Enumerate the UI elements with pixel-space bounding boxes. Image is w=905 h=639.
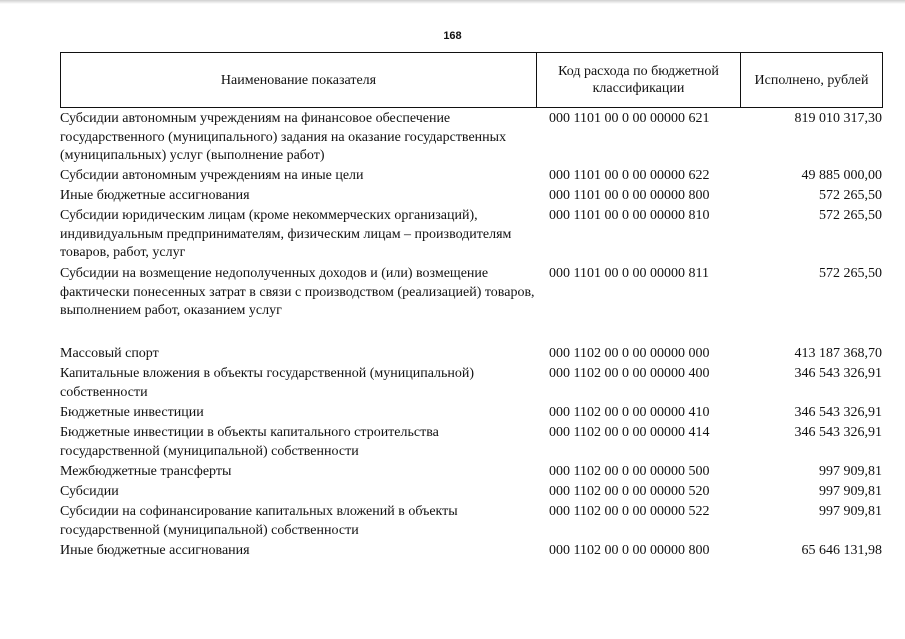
row-name: Субсидии автономным учреждениям на финансовое обеспечение государственного (муниципального) задания на оказание государственных (муниципальных) услуг (выполнение работ) bbox=[60, 111, 507, 163]
row-name: Иные бюджетные ассигнования bbox=[60, 543, 250, 558]
row-code: 000 1102 00 0 00 00000 522 bbox=[549, 504, 710, 519]
row-code: 000 1101 00 0 00 00000 800 bbox=[549, 188, 710, 203]
table-header bbox=[60, 52, 883, 108]
row-executed: 572 265,50 bbox=[819, 188, 882, 203]
row-name: Бюджетные инвестиции в объекты капитального строительства государственной (муниципальной) собственности bbox=[60, 425, 439, 459]
row-executed: 819 010 317,30 bbox=[794, 111, 882, 126]
header-executed: Исполнено, рублей bbox=[754, 72, 869, 88]
row-executed: 346 543 326,91 bbox=[794, 405, 882, 420]
row-name: Иные бюджетные ассигнования bbox=[60, 188, 250, 203]
row-name: Капитальные вложения в объекты государственной (муниципальной) собственности bbox=[60, 366, 475, 400]
row-code: 000 1101 00 0 00 00000 622 bbox=[549, 168, 710, 183]
header-code: Код расхода по бюджетной классификации bbox=[537, 53, 741, 107]
row-executed: 997 909,81 bbox=[819, 504, 882, 519]
row-code: 000 1102 00 0 00 00000 410 bbox=[549, 405, 710, 420]
row-code: 000 1102 00 0 00 00000 500 bbox=[549, 464, 710, 479]
header-name: Наименование показателя bbox=[61, 53, 537, 107]
row-executed: 346 543 326,91 bbox=[794, 366, 882, 381]
row-name: Массовый спорт bbox=[60, 346, 159, 361]
row-name: Субсидии на возмещение недополученных доходов и (или) возмещение фактически понесенных затрат в связи с производством (реализацией) товаров, выполнением работ, оказанием услуг bbox=[60, 266, 535, 318]
row-executed: 49 885 000,00 bbox=[801, 168, 882, 183]
row-code: 000 1101 00 0 00 00000 810 bbox=[549, 208, 710, 223]
row-code: 000 1102 00 0 00 00000 414 bbox=[549, 425, 710, 440]
row-executed: 413 187 368,70 bbox=[794, 346, 882, 361]
row-name: Субсидии на софинансирование капитальных вложений в объекты государственной (муниципальной) собственности bbox=[60, 504, 458, 538]
row-executed: 65 646 131,98 bbox=[801, 543, 882, 558]
row-code: 000 1102 00 0 00 00000 400 bbox=[549, 366, 710, 381]
row-name: Межбюджетные трансферты bbox=[60, 464, 232, 479]
row-code: 000 1101 00 0 00 00000 621 bbox=[549, 111, 710, 126]
row-code: 000 1101 00 0 00 00000 811 bbox=[549, 266, 709, 281]
row-executed: 997 909,81 bbox=[819, 464, 882, 479]
row-code: 000 1102 00 0 00 00000 800 bbox=[549, 543, 710, 558]
row-executed: 997 909,81 bbox=[819, 484, 882, 499]
row-name: Субсидии bbox=[60, 484, 119, 499]
row-executed: 572 265,50 bbox=[819, 266, 882, 281]
page-number: 168 bbox=[443, 30, 462, 42]
row-code: 000 1102 00 0 00 00000 520 bbox=[549, 484, 710, 499]
row-executed: 572 265,50 bbox=[819, 208, 882, 223]
row-executed: 346 543 326,91 bbox=[794, 425, 882, 440]
row-code: 000 1102 00 0 00 00000 000 bbox=[549, 346, 710, 361]
row-name: Субсидии автономным учреждениям на иные цели bbox=[60, 168, 364, 183]
row-name: Субсидии юридическим лицам (кроме некоммерческих организаций), индивидуальным предпринимателям, физическим лицам – производителям товаров, работ, услуг bbox=[60, 208, 512, 260]
scan-edge bbox=[0, 0, 905, 4]
row-name: Бюджетные инвестиции bbox=[60, 405, 204, 420]
